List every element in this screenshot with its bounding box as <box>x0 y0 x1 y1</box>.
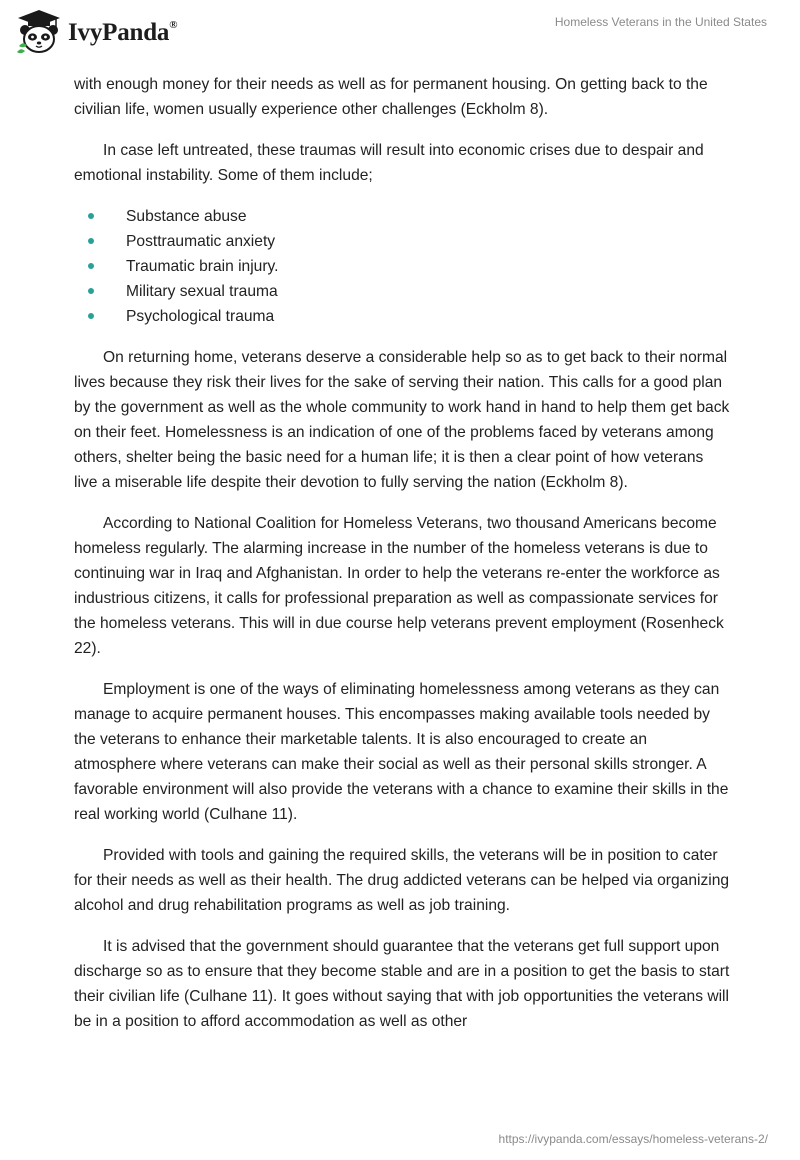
list-item: Psychological trauma <box>74 304 730 329</box>
essay-body <box>74 72 730 1050</box>
paragraph-3: On returning home, veterans deserve a considerable help so as to get back to their normal lives because they risk their lives for the sake of serving their nation. This calls for a good plan by the government as well as the whole community to work hand in hand to help them get back on their feet. Homelessness is an indication of one of the problems faced by veterans among others, shelter being the basic need for a human life; it is then a clear point of how veterans live a miserable life despite their devotion to fully serving the nation (Eckholm 8). <box>74 349 730 491</box>
panda-graduate-icon <box>16 8 62 54</box>
bullet-icon <box>88 238 94 244</box>
bullet-icon <box>88 288 94 294</box>
list-item: Posttraumatic anxiety <box>74 229 730 254</box>
paragraph-5: Employment is one of the ways of eliminating homelessness among veterans as they can manage to acquire permanent houses. This encompasses making available tools needed by the veterans to enhance their marketable talents. It is also encouraged to create an atmosphere where veterans can make their social as well as their personal skills stronger. A favorable environment will also provide the veterans with a chance to examine their skills in the real working world (Culhane 11). <box>74 681 729 823</box>
list-item: Substance abuse <box>74 204 730 229</box>
paragraph-4: According to National Coalition for Homeless Veterans, two thousand Americans become homeless regularly. The alarming increase in the number of the homeless veterans is due to continuing war in Iraq and Afghanistan. In order to help the veterans re-enter the workforce as industrious citizens, it calls for professional preparation as well as compassionate services for the homeless veterans. This will in due course help veterans prevent employment (Rosenheck 22). <box>74 515 724 657</box>
trauma-list <box>74 204 730 329</box>
bullet-icon <box>88 213 94 219</box>
document-title: Homeless Veterans in the United States <box>554 15 767 29</box>
paragraph-7: It is advised that the government should guarantee that the veterans get full support upon discharge so as to ensure that they become stable and are in a position to get the basis to start their civilian life (Culhane 11). It goes without saying that with job opportunities the veterans will be in a position to afford accommodation as well as other <box>74 938 730 1030</box>
ivypanda-logo[interactable] <box>16 8 177 54</box>
logo-wordmark: IvyPanda® <box>68 18 178 46</box>
bullet-icon <box>88 313 94 319</box>
paragraph-6: Provided with tools and gaining the required skills, the veterans will be in position to cater for their needs as well as their health. The drug addicted veterans can be helped via organizing alcohol and drug rehabilitation programs as well as job training. <box>74 847 730 914</box>
paragraph-1: with enough money for their needs as well as for permanent housing. On getting back to the civilian life, women usually experience other challenges (Eckholm 8). <box>74 76 708 118</box>
bullet-icon <box>88 263 94 269</box>
source-url[interactable]: https://ivypanda.com/essays/homeless-veterans-2/ <box>498 1132 768 1146</box>
list-item: Traumatic brain injury. <box>74 254 730 279</box>
paragraph-2: In case left untreated, these traumas will result into economic crises due to despair and emotional instability. Some of them include; <box>74 142 704 184</box>
page-header <box>0 0 800 70</box>
list-item: Military sexual trauma <box>74 279 730 304</box>
